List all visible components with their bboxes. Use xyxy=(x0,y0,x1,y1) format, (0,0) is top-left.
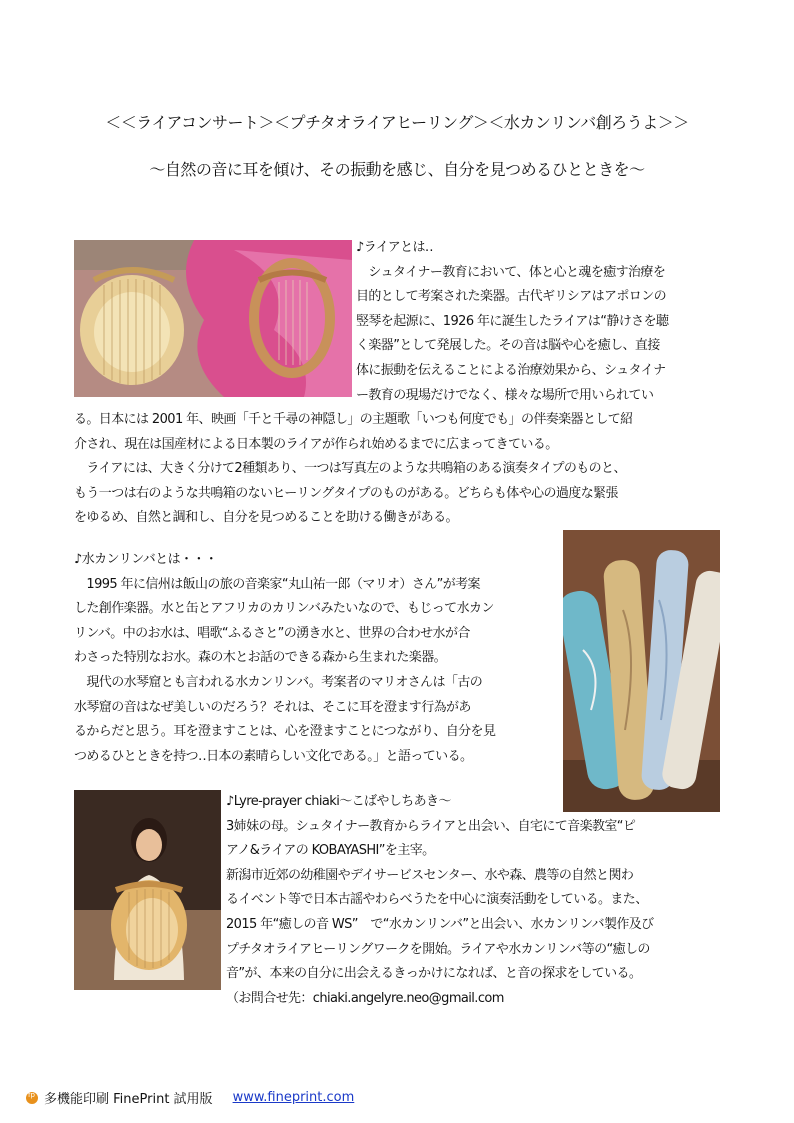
kalimba-text-line: つめるひとときを持つ‥日本の素晴らしい文化である。」と語っている。 xyxy=(74,748,473,764)
kalimba-text-line: るからだと思う。耳を澄ますことは、心を澄ますことにつながり、自分を見 xyxy=(74,724,496,740)
profile-text-line: 2015 年“癒しの音 WS” で“水カンリンバ”と出会い、水カンリンバ製作及び xyxy=(226,916,654,932)
contact-line: （お問合せ先：chiaki.angelyre.neo@gmail.com xyxy=(226,990,504,1006)
kalimba-text-line: 1995 年に信州は飯山の旅の音楽家“丸山祐一郎（マリオ）さん”が考案 xyxy=(74,576,480,592)
profile-heading: ♪Lyre-prayer chiaki～こばやしちあき～ xyxy=(226,794,451,809)
kalimba-photo xyxy=(563,530,720,812)
profile-section xyxy=(226,790,654,1011)
kalimba-text-line: した創作楽器。水と缶とアフリカのカリンバみたいなので、もじって水カン xyxy=(74,601,494,617)
profile-text-line: るイベント等で日本古謡やわらべうたを中心に演奏活動をしている。また、 xyxy=(226,892,648,908)
profile-text-line: 音”が、本来の自分に出会えるきっかけになれば、と音の探求をしている。 xyxy=(226,966,642,982)
lyre-text-line: 目的として考案された楽器。古代ギリシアはアポロンの xyxy=(356,289,667,305)
profile-text-line: 3姉妹の母。シュタイナー教育からライアと出会い、自宅にて音楽教室“ピ xyxy=(226,818,636,834)
kalimba-text-line: わさった特別なお水。森の木とお話のできる森から生まれた楽器。 xyxy=(74,650,447,666)
lyre-text-line: る。日本には 2001 年、映画「千と千尋の神隠し」の主題歌「いつも何度でも」の伴奏楽器として紹 xyxy=(74,412,633,427)
kalimba-text-line: 現代の水琴窟とも言われる水カンリンバ。考案者のマリオさんは「古の xyxy=(74,674,483,690)
footer xyxy=(26,1088,354,1107)
fineprint-logo-icon xyxy=(26,1092,38,1104)
page-title: ＜＜ライアコンサート＞＜プチタオライアヒーリング＞＜水カンリンバ創ろうよ＞＞ xyxy=(105,113,689,132)
page-subtitle: ～自然の音に耳を傾け、その振動を感じ、自分を見つめるひとときを～ xyxy=(149,160,645,179)
lyre-section xyxy=(356,236,668,408)
kalimba-heading: ♪水カンリンバとは・・・ xyxy=(74,552,218,567)
lyre-text-line: をゆるめ、自然と調和し、自分を見つめることを助ける働きがある。 xyxy=(74,510,458,526)
fineprint-link[interactable]: www.fineprint.com xyxy=(232,1090,355,1105)
lyre-heading: ♪ライアとは‥ xyxy=(356,240,433,255)
profile-text-line: 新潟市近郊の幼稚園やデイサービスセンター、水や森、農等の自然と関わ xyxy=(226,867,634,883)
lyre-text-line: 体に振動を伝えることによる治療効果から、シュタイナ xyxy=(356,362,666,378)
lyre-text-line: シュタイナー教育において、体と心と魂を癒す治療を xyxy=(356,264,666,280)
lyre-text-line: ー教育の現場だけでなく、様々な場所で用いられてい xyxy=(356,387,654,403)
lyre-text-line: 介され、現在は国産材による日本製のライアが作られ始めるまでに広まってきている。 xyxy=(74,436,558,452)
lyre-text-line: もう一つは右のような共鳴箱のないヒーリングタイプのものがある。どちらも体や心の過度な緊張 xyxy=(74,485,618,501)
lyres-photo xyxy=(74,240,352,397)
footer-label: 多機能印刷 FinePrint 試用版 xyxy=(44,1092,213,1107)
performer-photo xyxy=(74,790,221,990)
kalimba-text-line: リンバ。中のお水は、唱歌“ふるさと”の湧き水と、世界の合わせ水が合 xyxy=(74,625,470,641)
profile-text-line: プチタオライアヒーリングワークを開始。ライアや水カンリンバ等の“癒しの xyxy=(226,941,650,957)
lyre-section-wide xyxy=(74,408,633,531)
lyre-text-line: ライアには、大きく分けて2種類あり、一つは写真左のような共鳴箱のある演奏タイプのものと、 xyxy=(74,461,626,477)
lyre-text-line: 竪琴を起源に、1926 年に誕生したライアは“静けさを聴 xyxy=(356,313,669,329)
profile-text-line: アノ&ライアの KOBAYASHI”を主宰。 xyxy=(226,843,435,859)
lyre-text-line: く楽器”として発展した。その音は脳や心を癒し、直接 xyxy=(356,338,660,354)
kalimba-text-line: 水琴窟の音はなぜ美しいのだろう？それは、そこに耳を澄ます行為があ xyxy=(74,699,471,715)
kalimba-section xyxy=(74,548,495,769)
